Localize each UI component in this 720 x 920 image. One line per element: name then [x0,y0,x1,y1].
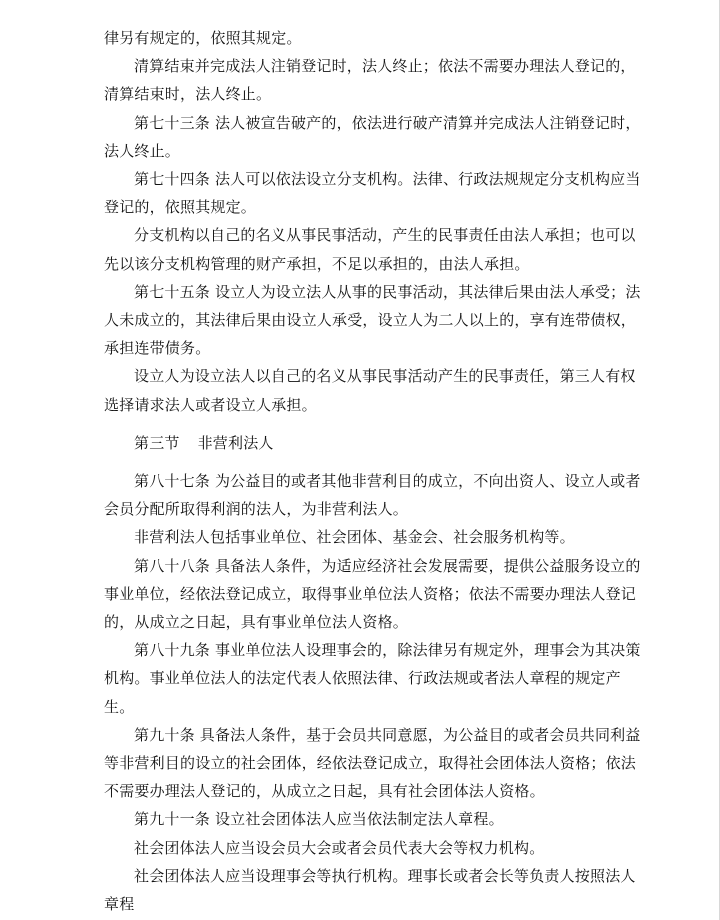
article-91: 第九十一条 设立社会团体法人应当依法制定法人章程。 [134,810,504,829]
article-90: 第九十条 具备法人条件，基于会员共同意愿，为公益目的或者会员共同利益等非营利目的设立的社会团体，经依法登记成立，取得社会团体法人资格；依法不需要办理法人登记的，从成立之日起，具有社会团体法人资格。 [104,725,641,801]
article-88: 第八十八条 具备法人条件，为适应经济社会发展需要，提供公益服务设立的事业单位，经依法登记成立，取得事业单位法人资格；依法不需要办理法人登记的，从成立之日起，具有事业单位法人资格。 [104,556,641,632]
section-title: 非营利法人 [197,433,274,452]
paragraph-liquidation-end: 清算结束并完成法人注销登记时，法人终止；依法不需要办理法人登记的，清算结束时，法人终止。 [104,57,636,104]
article-87: 第八十七条 为公益目的或者其他非营利目的成立，不向出资人、设立人或者会员分配所取得利润的法人，为非营利法人。 [104,472,641,519]
continued-paragraph: 律另有规定的，依照其规定。 [104,29,302,47]
paragraph-nonprofit-types: 非营利法人包括事业单位、社会团体、基金会、社会服务机构等。 [134,528,575,547]
paragraph-branch-liability: 分支机构以自己的名义从事民事活动，产生的民事责任由法人承担；也可以先以该分支机构管理的财产承担，不足以承担的，由法人承担。 [104,226,636,273]
paragraph-founder-liability: 设立人为设立法人以自己的名义从事民事活动产生的民事责任，第三人有权选择请求法人或者设立人承担。 [104,367,636,414]
section-number: 第三节 [134,433,180,452]
article-75: 第七十五条 设立人为设立法人从事的民事活动，其法律后果由法人承受；法人未成立的，其法律后果由设立人承受，设立人为二人以上的，享有连带债权，承担连带债务。 [104,282,641,358]
article-73: 第七十三条 法人被宣告破产的，依法进行破产清算并完成法人注销登记时，法人终止。 [104,113,641,160]
article-89: 第八十九条 事业单位法人设理事会的，除法律另有规定外，理事会为其决策机构。事业单位法人的法定代表人依照法律、行政法规或者法人章程的规定产生。 [104,641,641,716]
document-body [104,24,644,918]
section-heading [104,429,644,457]
paragraph-board-council: 社会团体法人应当设理事会等执行机构。理事长或者会长等负责人按照法人章程 [104,866,636,914]
article-74: 第七十四条 法人可以依法设立分支机构。法律、行政法规规定分支机构应当登记的，依照其规定。 [104,170,641,217]
paragraph-member-assembly: 社会团体法人应当设会员大会或者会员代表大会等权力机构。 [134,838,545,857]
